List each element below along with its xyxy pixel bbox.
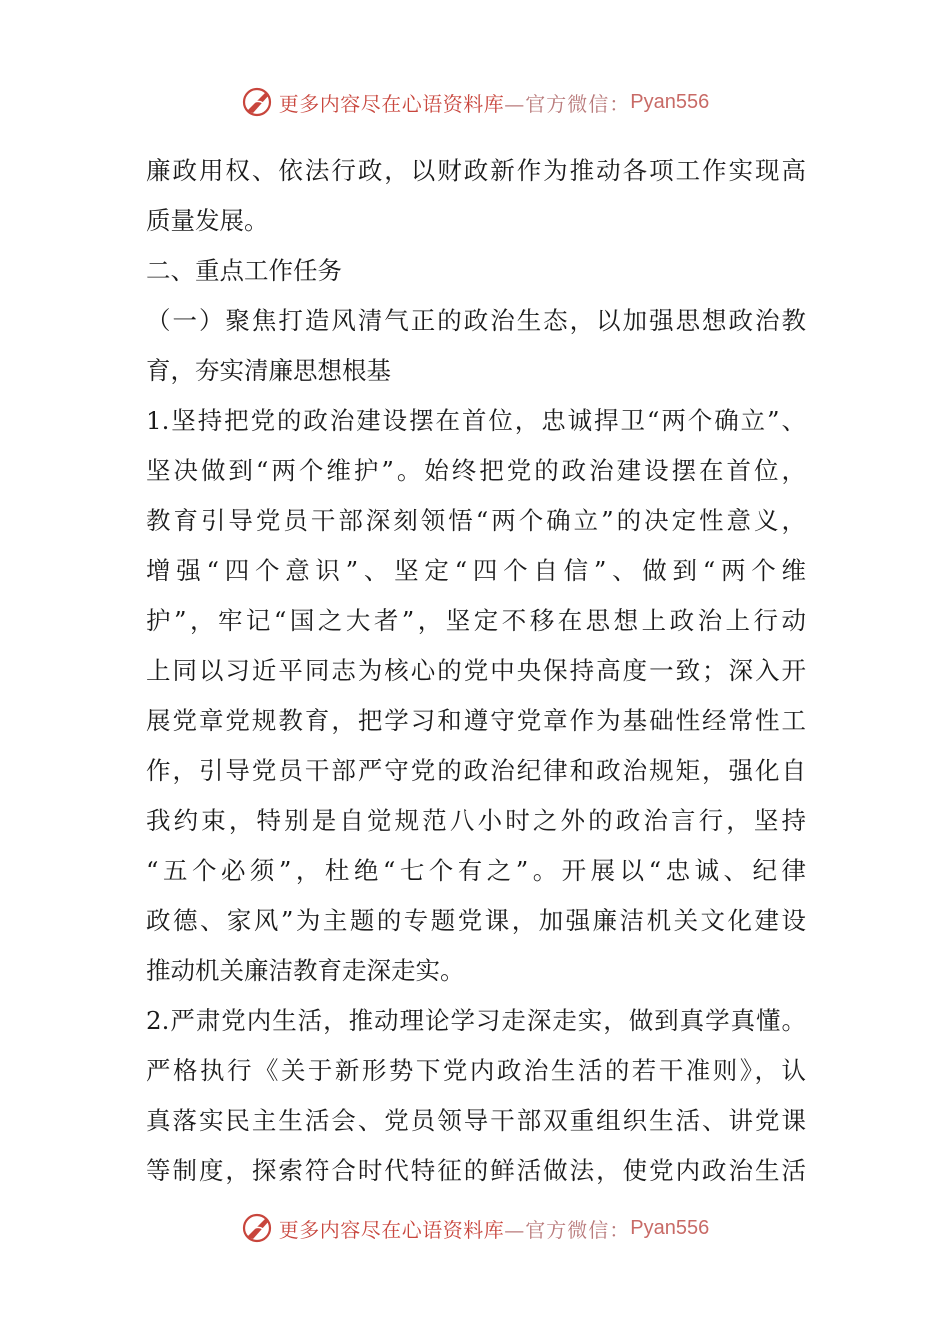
text-line: 政德、家风”为主题的专题党课，加强廉洁机关文化建设: [146, 906, 806, 935]
text-line: 推动机关廉洁教育走深走实。: [146, 956, 465, 985]
watermark-main-text: 更多内容尽在心语资料库: [278, 1217, 505, 1242]
pen-logo-icon: [241, 85, 275, 119]
text-line: 育，夯实清廉思想根基: [146, 356, 391, 385]
text-line: （一）聚焦打造风清气正的政治生态，以加强思想政治教: [146, 306, 806, 335]
text-line: 教育引导党员干部深刻领悟“两个确立”的决定性意义，: [146, 506, 806, 535]
text-line: 质量发展。: [146, 206, 269, 235]
text-line: 等制度，探索符合时代特征的鲜活做法，使党内政治生活: [146, 1156, 806, 1185]
text-line: 二、重点工作任务: [146, 256, 342, 285]
footer-watermark: [0, 1208, 950, 1248]
text-line: 坚决做到“两个维护”。始终把党的政治建设摆在首位，: [146, 456, 806, 485]
document-body: [146, 146, 806, 1196]
watermark-main-text: 更多内容尽在心语资料库: [278, 91, 505, 116]
text-line: 护”，牢记“国之大者”，坚定不移在思想上政治上行动: [146, 606, 806, 635]
watermark-id-text: Pyan556: [630, 90, 710, 113]
watermark-id-text: Pyan556: [630, 1216, 710, 1239]
text-line: 严格执行《关于新形势下党内政治生活的若干准则》，认: [146, 1056, 806, 1085]
pen-logo-icon: [241, 1211, 275, 1245]
text-line: 真落实民主生活会、党员领导干部双重组织生活、讲党课: [146, 1106, 806, 1135]
text-line: 廉政用权、依法行政，以财政新作为推动各项工作实现高: [146, 156, 806, 185]
text-line: 我约束，特别是自觉规范八小时之外的政治言行，坚持: [146, 806, 806, 835]
header-watermark: [0, 82, 950, 122]
watermark-sub-text: —官方微信：: [504, 91, 631, 116]
text-line: 增强“四个意识”、坚定“四个自信”、做到“两个维: [146, 556, 806, 585]
watermark-sub-text: —官方微信：: [504, 1217, 631, 1242]
text-line: 作，引导党员干部严守党的政治纪律和政治规矩，强化自: [146, 756, 806, 785]
text-line: 展党章党规教育，把学习和遵守党章作为基础性经常性工: [146, 706, 806, 735]
text-line: 1.坚持把党的政治建设摆在首位，忠诚捍卫“两个确立”、: [146, 406, 806, 435]
text-line: 上同以习近平同志为核心的党中央保持高度一致；深入开: [146, 656, 806, 685]
text-line: “五个必须”，杜绝“七个有之”。开展以“忠诚、纪律: [146, 856, 806, 885]
text-line: 2.严肃党内生活，推动理论学习走深走实，做到真学真懂。: [146, 1006, 806, 1035]
